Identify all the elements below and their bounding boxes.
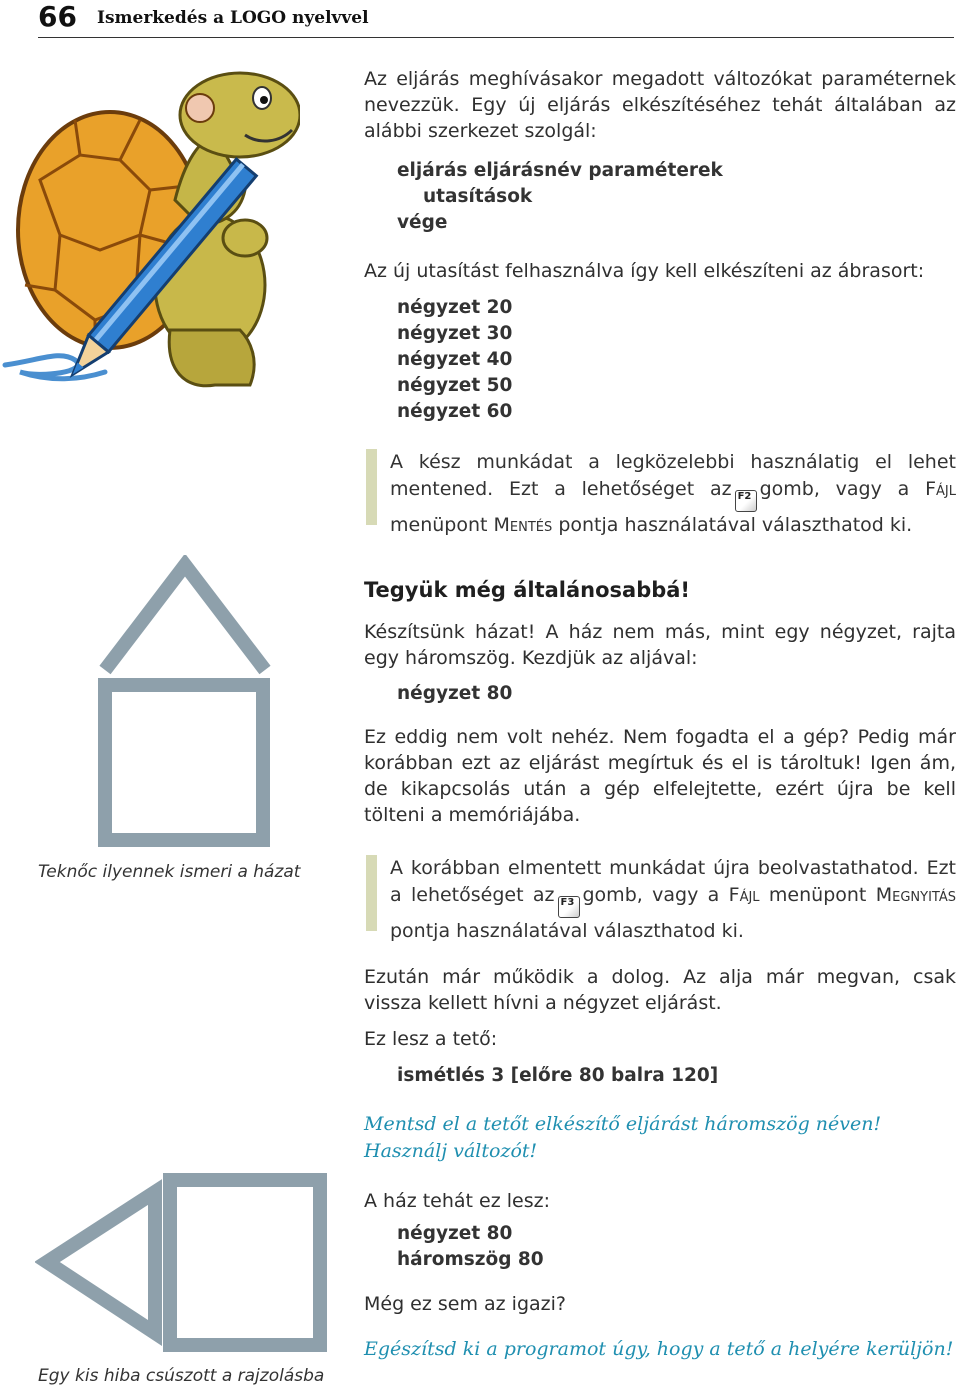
tip-open-part4: pontja használatával választhatod ki.: [390, 919, 744, 942]
code-line: négyzet 50: [397, 375, 513, 396]
tip-save-part2: gomb, vagy a: [759, 477, 910, 500]
code-line: négyzet 40: [397, 349, 513, 370]
usage-paragraph: [364, 258, 956, 284]
house-intro-text: Készítsünk házat! A ház nem más, mint egy négyzet, rajta egy háromszög. Kezdjük az aljával:: [364, 621, 956, 669]
tip-bar: [366, 855, 377, 931]
code-line: háromszög 80: [397, 1249, 544, 1270]
menu-file: Fájl: [925, 477, 956, 500]
house-base-code: [397, 681, 512, 707]
works-text: Ezután már működik a dolog. Az alja már megvan, csak vissza kellett hívni a négyzet eljárást.: [364, 966, 956, 1014]
menu-save: Mentés: [493, 513, 553, 536]
menu-open: Megnyitás: [875, 883, 956, 906]
header-rule: [38, 37, 954, 38]
question-paragraph: [364, 1291, 956, 1317]
squares-code: [397, 295, 512, 425]
structure-line-1: eljárás eljárásnév paraméterek: [397, 160, 723, 181]
house-text: A ház tehát ez lesz:: [364, 1190, 550, 1212]
code-line: négyzet 30: [397, 323, 513, 344]
page-number: 66: [38, 0, 77, 33]
house-intro-paragraph: [364, 619, 956, 671]
task-2: Egészítsd ki a programot úgy, hogy a tető a helyére kerüljön!: [364, 1338, 954, 1360]
task-1: Mentsd el a tetőt elkészítő eljárást háromszög néven! Használj változót!: [364, 1113, 882, 1162]
error-text: Ez eddig nem volt nehéz. Nem fogadta el a gép? Pedig már korábban ezt az eljárást megírtuk és el is tároltuk! Igen ám, de kikapcsolás után a gép elfelejtette, ezért újra be kell tölteni a memóriájába.: [364, 726, 956, 826]
tip-bar: [366, 449, 377, 525]
structure-line-3: vége: [397, 212, 448, 233]
house-figure: [95, 555, 275, 850]
tip-open-text: [390, 855, 956, 944]
roof-text: Ez lesz a tető:: [364, 1028, 498, 1050]
section-heading: Tegyük még általánosabbá!: [364, 578, 691, 602]
tip-save-part3: menüpont: [390, 513, 488, 536]
tip-save-text: [390, 449, 956, 538]
tip-save-part4: pontja használatával választhatod ki.: [558, 513, 913, 536]
f2-key-icon: F2: [735, 490, 757, 512]
f3-key-icon: F3: [558, 896, 580, 918]
house-paragraph: [364, 1188, 956, 1214]
intro-text: Az eljárás meghívásakor megadott változókat paraméternek nevezzük. Egy új eljárás elkészítéséhez tehát általában az alábbi szerkezet szolgál:: [364, 68, 956, 142]
tip-save: [366, 449, 956, 536]
sideways-house-figure: [35, 1170, 335, 1360]
caption-wrong: Egy kis hiba csúszott a rajzolásba: [38, 1366, 325, 1386]
tip-save-part1: A kész munkádat a legközelebbi használatig el lehet mentened. Ezt a lehetőséget az: [390, 451, 956, 500]
tip-open-part1: A korábban elmentett munkádat újra beolvastathatod. Ezt a lehetőséget az: [390, 857, 956, 906]
menu-file: Fájl: [728, 883, 760, 906]
house-code: [397, 1221, 544, 1273]
procedure-structure: [397, 158, 723, 236]
roof-paragraph: [364, 1026, 956, 1052]
usage-text: Az új utasítást felhasználva így kell elkészíteni az ábrasort:: [364, 260, 925, 282]
turtle-with-pencil-illustration: [0, 60, 300, 405]
works-paragraph: [364, 964, 956, 1016]
tip-open-part2: gomb, vagy a: [582, 883, 720, 906]
roof-code: [397, 1063, 718, 1089]
intro-paragraph: [364, 66, 956, 144]
code-line: négyzet 80: [397, 683, 513, 704]
code-line: ismétlés 3 [előre 80 balra 120]: [397, 1065, 719, 1086]
caption-house: Teknőc ilyennek ismeri a házat: [38, 862, 301, 882]
code-line: négyzet 20: [397, 297, 513, 318]
chapter-title: Ismerkedés a LOGO nyelvvel: [97, 8, 369, 28]
code-line: négyzet 80: [397, 1223, 513, 1244]
error-paragraph: [364, 724, 956, 828]
question-text: Még ez sem az igazi?: [364, 1293, 566, 1315]
structure-line-2: utasítások: [423, 186, 533, 207]
tip-open-part3: menüpont: [768, 883, 867, 906]
code-line: négyzet 60: [397, 401, 513, 422]
tip-open: [366, 855, 956, 942]
